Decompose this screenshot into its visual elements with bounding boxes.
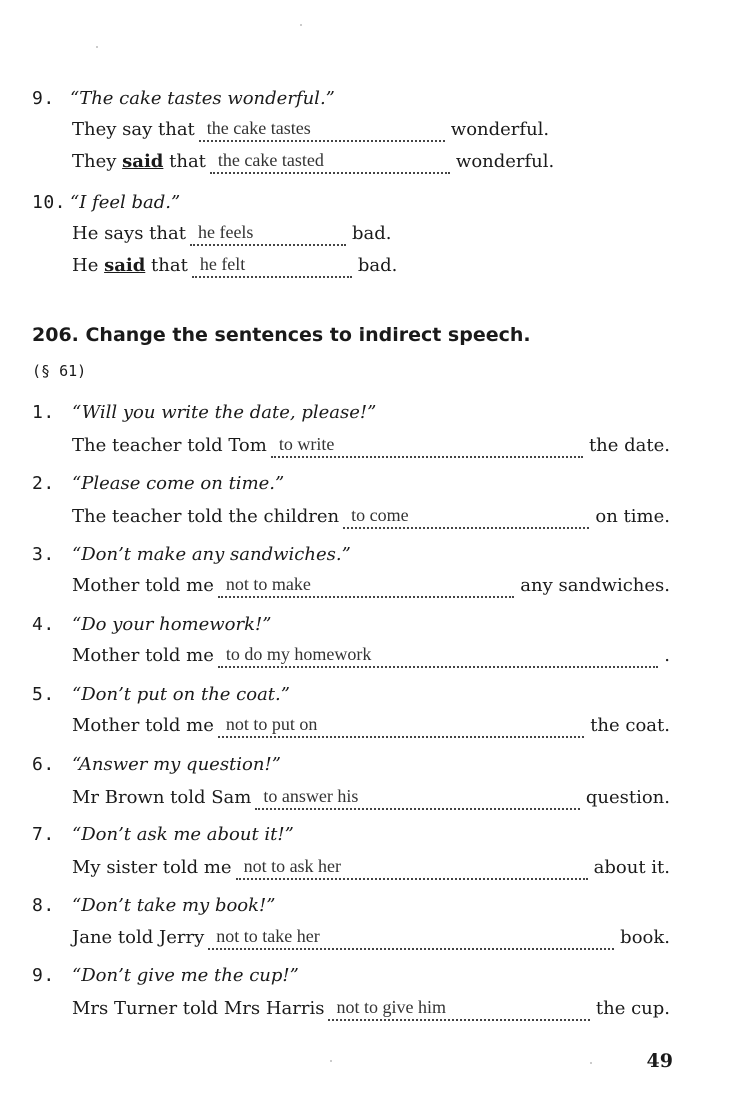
prev-item-10-line-1	[0, 216, 741, 246]
item-number: 9.	[32, 965, 55, 986]
answer-blank[interactable]	[218, 570, 514, 598]
item-4-quote-row	[0, 608, 741, 638]
handwritten-answer: not to make	[225, 574, 311, 594]
line-lead: Mother told me	[72, 715, 214, 736]
prev-item-10-line-2	[0, 248, 741, 278]
page-number: 49	[646, 1050, 673, 1072]
handwritten-answer: not to take her	[216, 926, 320, 946]
line-lead: Mr Brown told Sam	[72, 787, 252, 808]
answer-blank[interactable]	[199, 114, 445, 142]
item-5-answer-row	[0, 708, 741, 738]
item-9-answer-row	[0, 991, 741, 1021]
line-lead: They said that	[72, 151, 206, 172]
section-reference: (§ 61)	[32, 362, 87, 380]
said-underlined: said	[122, 151, 164, 172]
item-5-quote-row	[0, 678, 741, 708]
line-tail: .	[664, 645, 670, 666]
line-tail: question.	[585, 787, 670, 808]
line-tail: the cup.	[595, 998, 670, 1019]
scan-speck	[300, 24, 302, 26]
line-tail: on time.	[595, 506, 670, 527]
handwritten-answer: he feels	[197, 222, 254, 242]
line-lead: Mother told me	[72, 575, 214, 596]
item-number: 6.	[32, 754, 55, 775]
handwritten-answer: he felt	[199, 254, 246, 274]
item-9-quote-row	[0, 959, 741, 989]
item-quote: “Don’t give me the cup!”	[72, 965, 299, 986]
item-6-quote-row	[0, 748, 741, 778]
line-tail: any sandwiches.	[520, 575, 670, 596]
item-number: 2.	[32, 473, 55, 494]
handwritten-answer: to come	[351, 505, 409, 525]
answer-blank[interactable]	[218, 710, 584, 738]
exercise-heading: 206. Change the sentences to indirect speech.	[32, 324, 531, 346]
said-underlined: said	[104, 255, 146, 276]
line-lead: He says that	[72, 223, 186, 244]
item-quote: “Do your homework!”	[72, 614, 272, 635]
answer-blank[interactable]	[210, 146, 450, 174]
prev-item-9-quote: “The cake tastes wonderful.”	[70, 88, 335, 109]
item-6-answer-row	[0, 780, 741, 810]
prev-item-10-number: 10.	[32, 192, 67, 213]
line-tail: about it.	[593, 857, 670, 878]
item-number: 5.	[32, 684, 55, 705]
item-8-answer-row	[0, 920, 741, 950]
handwritten-answer: not to give him	[336, 997, 446, 1017]
answer-blank[interactable]	[255, 782, 579, 810]
handwritten-answer: to answer his	[263, 786, 359, 806]
item-quote: “Don’t ask me about it!”	[72, 824, 294, 845]
line-lead: They say that	[72, 119, 195, 140]
prev-item-9-line-1	[0, 112, 741, 142]
line-lead: Jane told Jerry	[72, 927, 205, 948]
line-tail: bad.	[351, 223, 392, 244]
item-3-answer-row	[0, 568, 741, 598]
line-tail: the coat.	[590, 715, 670, 736]
answer-blank[interactable]	[271, 430, 583, 458]
item-quote: “Don’t take my book!”	[72, 895, 276, 916]
item-1-answer-row	[0, 428, 741, 458]
item-2-quote-row	[0, 467, 741, 497]
item-quote: “Don’t put on the coat.”	[72, 684, 290, 705]
scan-speck	[590, 1062, 592, 1064]
line-lead: Mrs Turner told Mrs Harris	[72, 998, 325, 1019]
line-tail: wonderful.	[450, 119, 550, 140]
item-number: 7.	[32, 824, 55, 845]
item-2-answer-row	[0, 499, 741, 529]
line-lead: He said that	[72, 255, 188, 276]
item-quote: “Please come on time.”	[72, 473, 285, 494]
item-number: 8.	[32, 895, 55, 916]
item-4-answer-row	[0, 638, 741, 668]
item-7-answer-row	[0, 850, 741, 880]
item-quote: “Answer my question!”	[72, 754, 281, 775]
item-quote: “Will you write the date, please!”	[72, 402, 377, 423]
handwritten-answer: to write	[278, 434, 335, 454]
answer-blank[interactable]	[190, 218, 346, 246]
item-8-quote-row	[0, 889, 741, 919]
item-7-quote-row	[0, 818, 741, 848]
answer-blank[interactable]	[236, 852, 588, 880]
line-lead: The teacher told Tom	[72, 435, 267, 456]
prev-item-10-quote-row	[0, 186, 741, 216]
handwritten-answer: the cake tastes	[206, 118, 311, 138]
handwritten-answer: not to ask her	[243, 856, 342, 876]
answer-blank[interactable]	[192, 250, 352, 278]
line-tail: bad.	[357, 255, 398, 276]
handwritten-answer: to do my homework	[225, 644, 372, 664]
handwritten-answer: not to put on	[225, 714, 318, 734]
item-number: 1.	[32, 402, 55, 423]
answer-blank[interactable]	[328, 993, 589, 1021]
scan-speck	[330, 1060, 332, 1062]
answer-blank[interactable]	[343, 501, 589, 529]
line-tail: book.	[620, 927, 670, 948]
answer-blank[interactable]	[218, 640, 658, 668]
line-lead: Mother told me	[72, 645, 214, 666]
handwritten-answer: the cake tasted	[217, 150, 324, 170]
answer-blank[interactable]	[208, 922, 614, 950]
line-lead: The teacher told the children	[72, 506, 340, 527]
prev-item-9-quote-row	[0, 82, 741, 112]
item-number: 4.	[32, 614, 55, 635]
item-1-quote-row	[0, 396, 741, 426]
scan-speck	[96, 46, 98, 48]
prev-item-10-quote: “I feel bad.”	[70, 192, 181, 213]
line-lead: My sister told me	[72, 857, 232, 878]
item-quote: “Don’t make any sandwiches.”	[72, 544, 351, 565]
line-tail: the date.	[588, 435, 670, 456]
prev-item-9-number: 9.	[32, 88, 55, 109]
item-3-quote-row	[0, 538, 741, 568]
prev-item-9-line-2	[0, 144, 741, 174]
item-number: 3.	[32, 544, 55, 565]
line-tail: wonderful.	[455, 151, 555, 172]
